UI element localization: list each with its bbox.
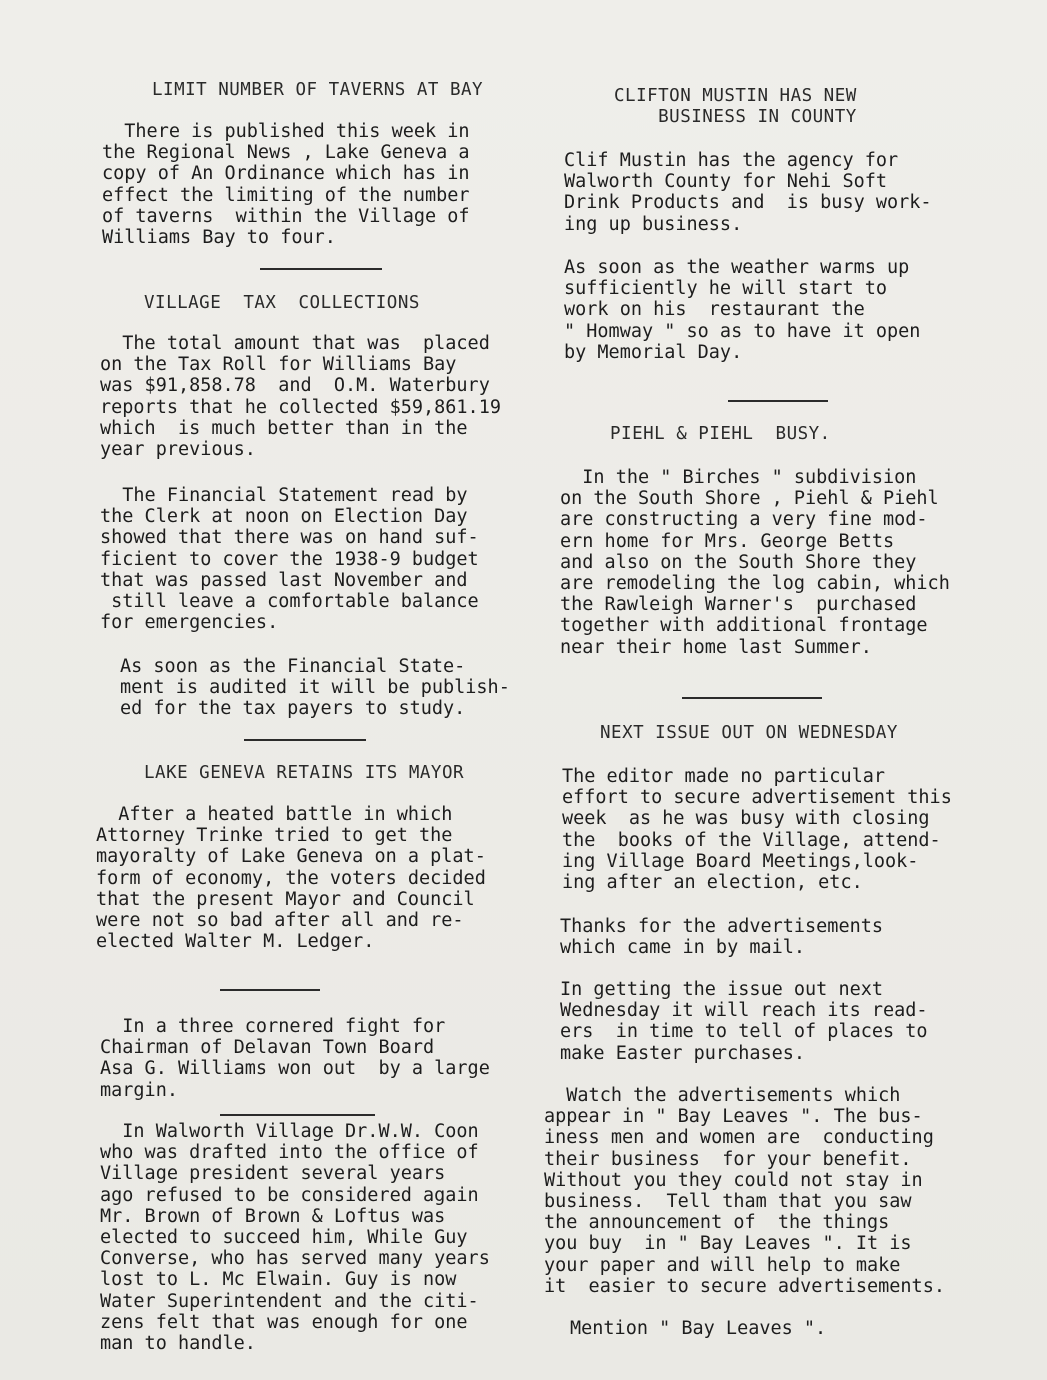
walworth-article: In Walworth Village Dr.W.W. Coon who was drafted into the office of Village president several years ago refused to be considered again Mr. Brown of Brown & Loftus was elected to succeed him, While Guy Converse, who has served many years lost to L. Mc Elwain. Guy is now Water Superintendent and the citi- zens felt that was enough for one man to handle. xyxy=(100,1121,490,1355)
mention-line: Mention " Bay Leaves ". xyxy=(570,1318,827,1339)
section-divider xyxy=(728,400,828,402)
tax-paragraph-2: The Financial Statement read by the Clerk at noon on Election Day showed that there was on hand suf- ficient to cover the 1938-9 budget that was passed last November and still leave a comfortable balance for emergencies. xyxy=(100,485,479,634)
taverns-headline: LIMIT NUMBER OF TAVERNS AT BAY xyxy=(152,80,484,100)
next-issue-paragraph-3: In getting the issue out next Wednesday it will reach its read- ers in time to tell of places to make Easter purchases. xyxy=(560,979,928,1064)
mustin-paragraph-1: Clif Mustin has the agency for Walworth County for Nehi Soft Drink Products and is busy work- ing up business. xyxy=(564,150,932,235)
tax-headline: VILLAGE TAX COLLECTIONS xyxy=(144,293,420,313)
delavan-article: In a three cornered fight for Chairman of Delavan Town Board Asa G. Williams won out by a large margin. xyxy=(100,1016,490,1101)
mustin-paragraph-2: As soon as the weather warms up sufficiently he will start to work on his restaurant the " Homway " so as to have it open by Memorial Day. xyxy=(564,257,921,363)
section-divider xyxy=(220,1114,375,1116)
mustin-headline: CLIFTON MUSTIN HAS NEW BUSINESS IN COUNTY xyxy=(614,86,857,127)
piehl-headline: PIEHL & PIEHL BUSY. xyxy=(610,424,831,444)
piehl-article: In the " Birches " subdivision on the South Shore , Piehl & Piehl are constructing a very fine mod- ern home for Mrs. George Betts and also on the South Shore they are remodeling the log cabin, which the Rawleigh Warner's purchased together with additional frontage near their home last Summer. xyxy=(560,467,950,658)
taverns-article: There is published this week in the Regional News , Lake Geneva a copy of An Ordinance which has in effect the limiting of the number of taverns within the Village of Williams Bay to four. xyxy=(102,121,470,249)
section-divider xyxy=(682,697,822,699)
mayor-headline: LAKE GENEVA RETAINS ITS MAYOR xyxy=(144,763,465,783)
tax-paragraph-1: The total amount that was placed on the Tax Roll for Williams Bay was $91,858.78 and O.M. Waterbury reports that he collected $59,861.19 which is much better than in the year previous. xyxy=(100,333,501,461)
next-issue-paragraph-2: Thanks for the advertisements which came in by mail. xyxy=(560,916,884,959)
advertisers-paragraph: Watch the advertisements which appear in " Bay Leaves ". The bus- iness men and women are conducting their business for your benefit. Without you they could not stay in business. Tell tham that you saw the announcement of the things you buy in " Bay Leaves ". It is your paper and will help to make it easier to secure advertisements. xyxy=(544,1085,945,1297)
next-issue-paragraph-1: The editor made no particular effort to secure advertisement this week as he was busy with closing the books of the Village, attend- ing Village Board Meetings,look- ing after an election, etc. xyxy=(562,766,952,894)
next-issue-headline: NEXT ISSUE OUT ON WEDNESDAY xyxy=(600,723,898,743)
section-divider xyxy=(244,739,366,741)
mayor-article: After a heated battle in which Attorney Trinke tried to get the mayoralty of Lake Geneva on a plat- form of economy, the voters decided that the present Mayor and Council were not so bad after all and re- elected Walter M. Ledger. xyxy=(96,804,486,953)
section-divider xyxy=(220,989,320,991)
section-divider xyxy=(260,268,382,270)
tax-paragraph-3: As soon as the Financial State- ment is audited it will be publish- ed for the tax payers to study. xyxy=(120,656,510,720)
